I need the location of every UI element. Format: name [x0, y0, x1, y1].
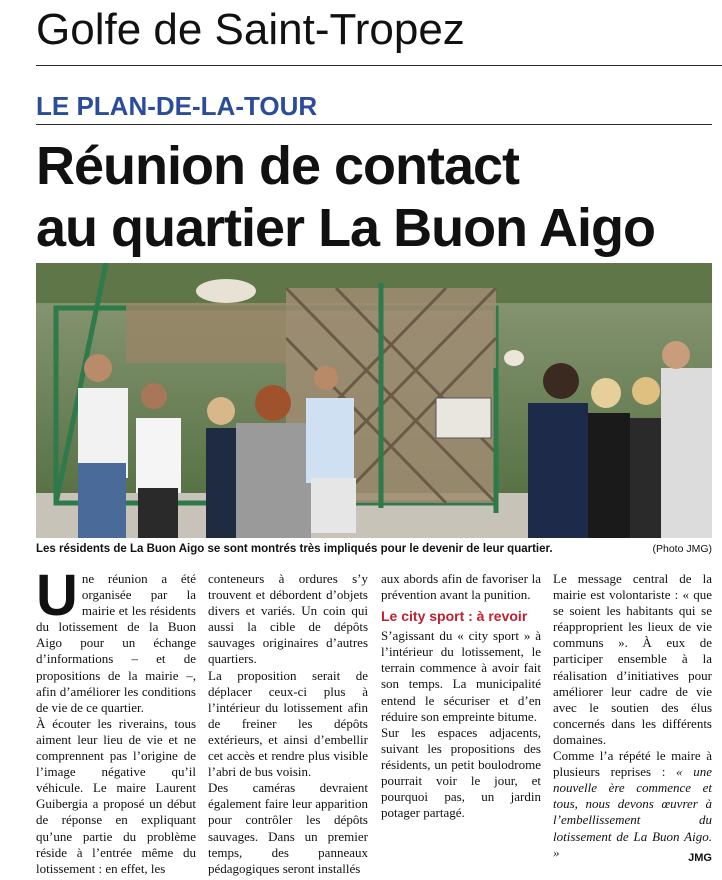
- article-column-4: [553, 571, 712, 861]
- paragraph: aux abords afin de favoriser la prévention avant la punition.: [381, 571, 541, 603]
- paragraph: Sur les espaces adjacents, suivant les propositions des résidents, un petit boulodrome pourrait voir le jour, et pourquoi pas, un jardin potager partagé.: [381, 724, 541, 821]
- headline: [36, 135, 655, 259]
- kicker-rule: [36, 124, 712, 125]
- photo-caption: [36, 541, 712, 557]
- headline-line-2: au quartier La Buon Aigo: [36, 198, 656, 258]
- article-column-1: [36, 563, 196, 877]
- article-column-2: [208, 571, 368, 877]
- paragraph: ne réunion a été organisée par la mairie et les résidents du lotissement de la Buon Aigo pour un échange d’informations – et de propositions de la mairie –, afin d’améliorer les conditions de vie de ce quartier.: [36, 571, 196, 715]
- kicker-location: LE PLAN-DE-LA-TOUR: [36, 91, 318, 121]
- paragraph-closing-quote: [553, 748, 712, 861]
- section-rule: [36, 65, 722, 66]
- paragraph: Le message central de la mairie est volontariste : « que se soient les habitants qui se réapproprient les lieux de vie communs ». À eux de participer ensemble à la réalisation d’initiatives pour améliorer leur cadre de vie avec le soutien des élus concernés dans les différents domaines.: [553, 571, 712, 747]
- paragraph: Des caméras devraient également faire leur apparition pour contrôler les dépôts sauvages. Dans un premier temps, des panneaux pédagogiques seront installés: [208, 780, 368, 876]
- article-photo: [36, 263, 712, 538]
- paragraph: La proposition serait de déplacer ceux-ci plus à l’intérieur du lotissement afin de freiner les dépôts extérieurs, et ainsi d’embellir cet accès et rendre plus visible l’abri de bus voisin.: [208, 667, 368, 780]
- headline-line-1: Réunion de contact: [36, 136, 520, 196]
- paragraph: À écouter les riverains, tous aiment leur lieu de vie et ne comprennent pas l’origine de l’image négative qu’il véhicule. Le maire Laurent Guibergia a proposé un début de réponse en expliquant qu’une partie du problème réside à l’entrée même du lotissement : en effet, les: [36, 715, 196, 876]
- quote-intro: Comme l’a répété le maire à plusieurs reprises :: [553, 748, 712, 780]
- mayor-quote: « une nouvelle ère commence et tous, nous devons œuvrer à l’embellissement du lotissement de La Buon Aigo. »: [553, 764, 713, 860]
- subheading-city-sport: Le city sport : à revoir: [381, 608, 528, 625]
- section-title: Golfe de Saint-Tropez: [36, 5, 465, 54]
- author-signature: JMG: [688, 852, 712, 864]
- caption-text: Les résidents de La Buon Aigo se sont montrés très impliqués pour le devenir de leur quartier.: [36, 543, 553, 555]
- article-body: [36, 563, 713, 876]
- photo-credit: (Photo JMG): [652, 543, 712, 555]
- paragraph: conteneurs à ordures s’y trouvent et débordent d’objets divers et variés. Un coin qui aussi la cible de dépôts sauvages originaires d’autres quartiers.: [208, 571, 368, 667]
- article-column-3: [381, 571, 541, 821]
- residents-photo-illustration: [36, 263, 712, 538]
- paragraph: S’agissant du « city sport » à l’intérieur du lotissement, le terrain commence à avoir fait son temps. La municipalité entend le sécuriser et d’en réduire son empreinte bitume.: [381, 628, 541, 724]
- drop-cap: U: [36, 563, 78, 628]
